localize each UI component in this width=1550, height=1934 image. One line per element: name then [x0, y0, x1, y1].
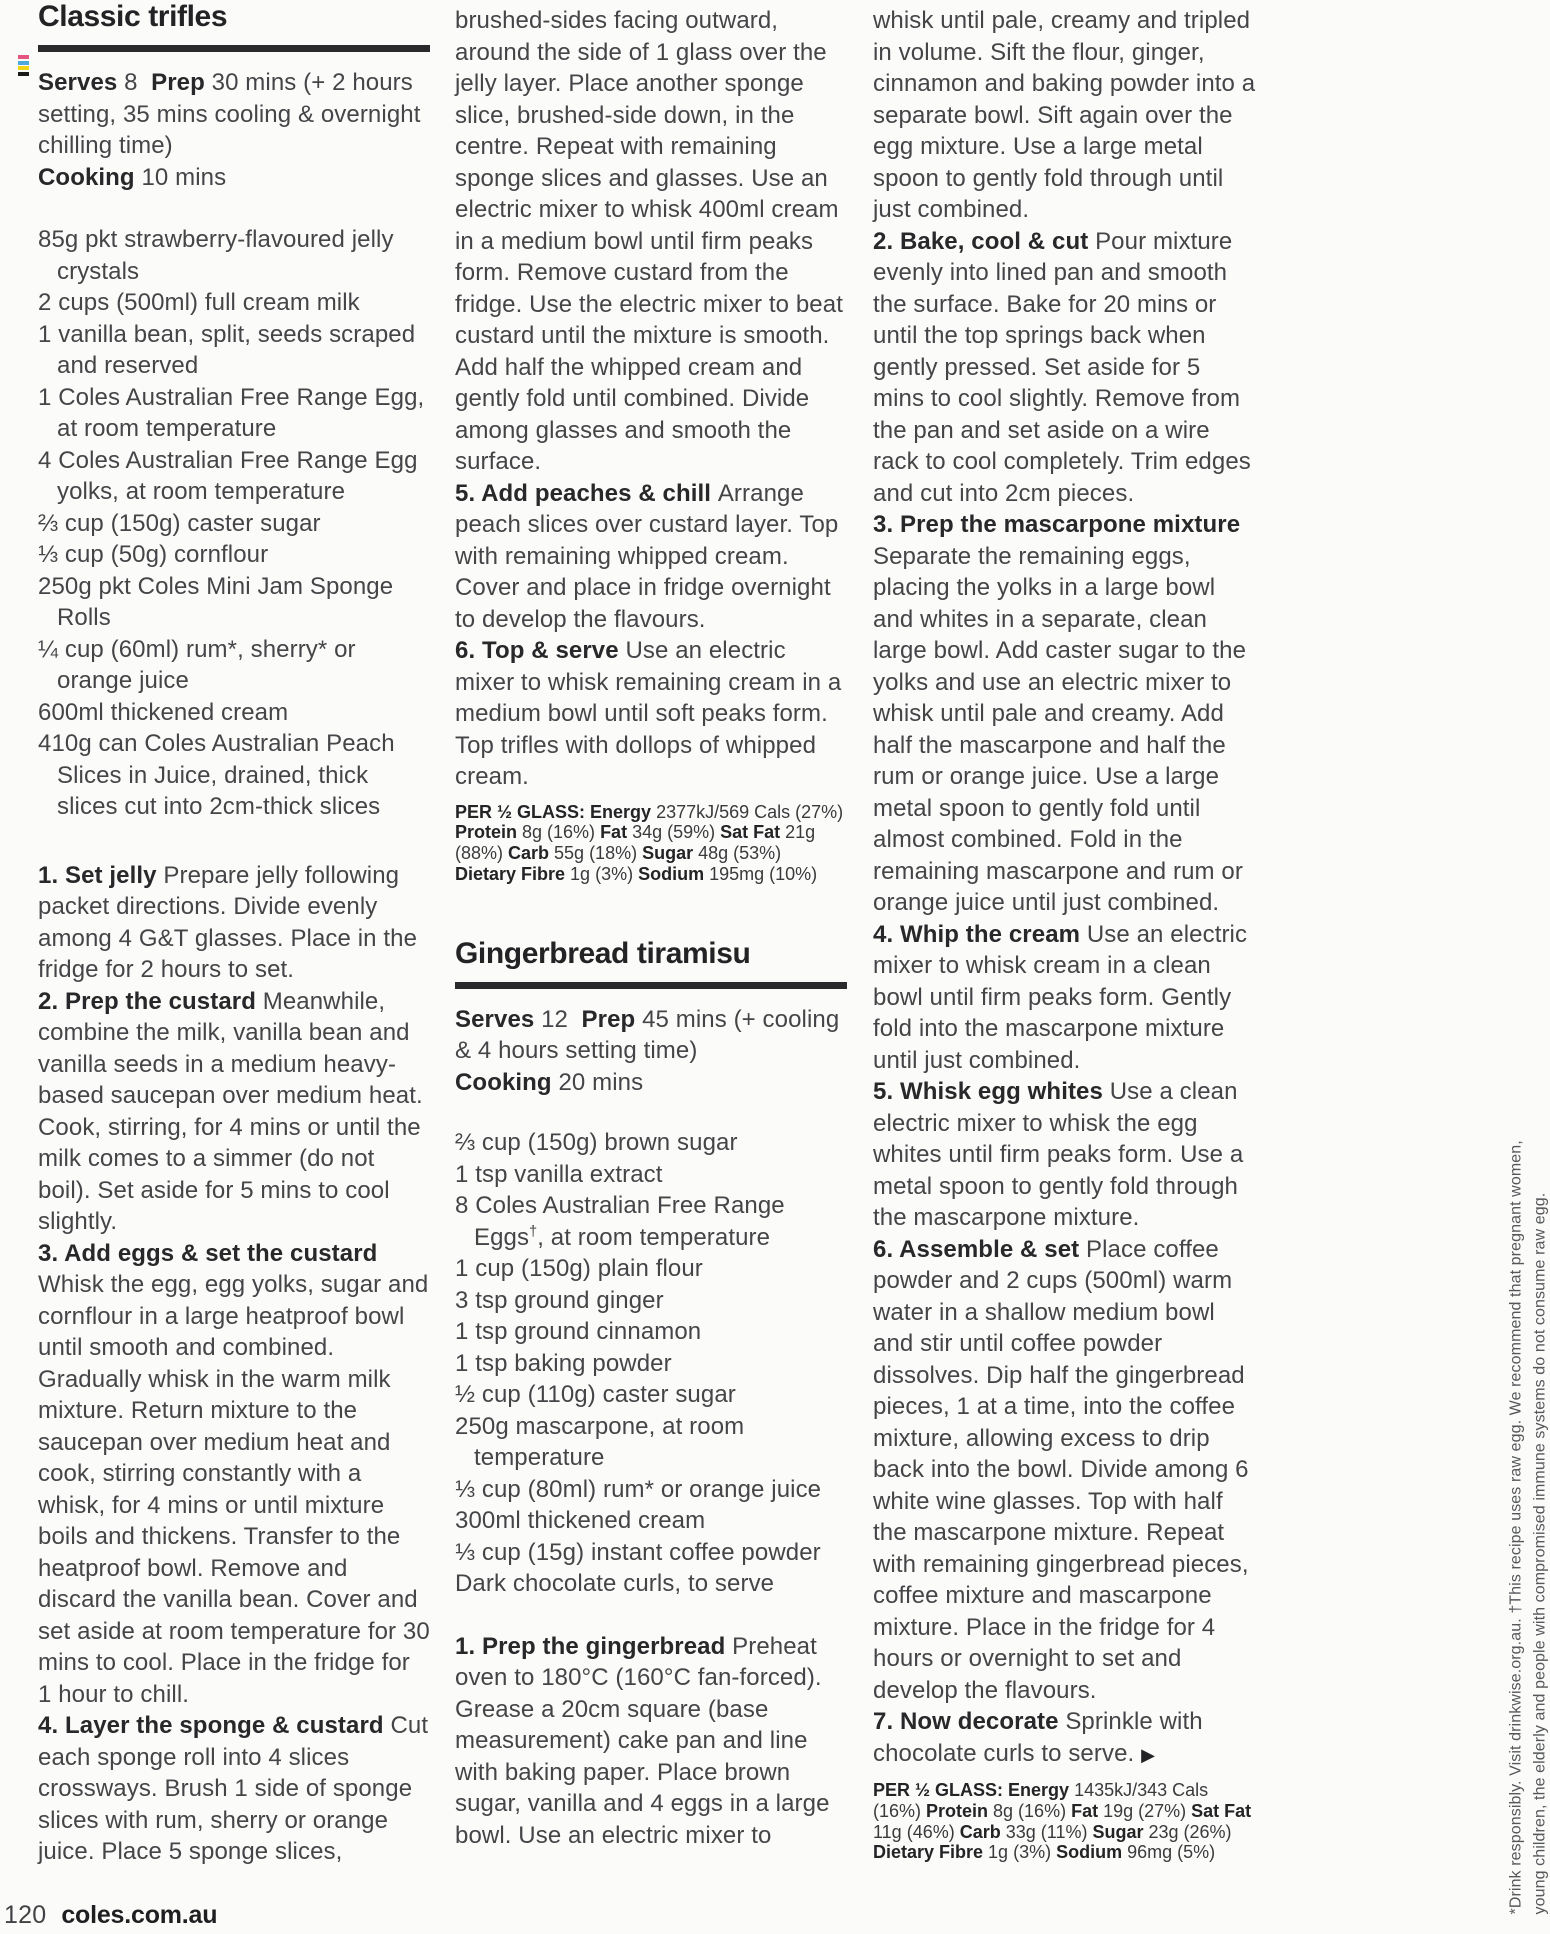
text-segment: Sprinkle with chocolate curls to serve.	[873, 1708, 1203, 1767]
ingredient-line	[38, 287, 430, 319]
method-step	[455, 1631, 847, 1852]
nutrition-info	[455, 802, 847, 885]
text-segment: 2377kJ/569 Cals (27%)	[651, 801, 844, 822]
ingredient-line	[455, 1127, 847, 1159]
method-step	[873, 919, 1258, 1077]
ingredient-line	[455, 1537, 847, 1569]
text-segment: 8g (16%)	[988, 1800, 1072, 1821]
text-segment: 1 cup (150g) plain flour	[455, 1255, 703, 1283]
text-segment: Serves	[38, 69, 118, 96]
text-segment: 1g (3%)	[565, 863, 639, 884]
text-segment: 5. Add peaches & chill	[455, 479, 718, 507]
recipe-title	[38, 0, 430, 34]
ingredient-line	[455, 1285, 847, 1317]
text-segment: Dietary Fibre	[873, 1842, 984, 1863]
ingredient-line	[38, 319, 430, 382]
recipe-meta	[38, 67, 430, 193]
title-rule	[455, 982, 847, 989]
text-segment: Sodium	[638, 863, 705, 884]
ingredient-line	[455, 1568, 847, 1600]
text-segment: Preheat oven to 180°C (160°C fan-forced). Grease a 20cm square (base measurement) cake pan and line with baking paper. Place brown sugar, vanilla and 4 eggs in a large bowl. Use an electric mixer to	[455, 1632, 830, 1849]
text-segment: 1 tsp vanilla extract	[455, 1160, 663, 1188]
footer	[4, 1900, 217, 1930]
text-segment: PER ½ GLASS: Energy	[455, 801, 652, 822]
disclaimer-line-1: *Drink responsibly. Visit drinkwise.org.au. †This recipe uses raw egg. We recommend that pregnant women,	[1507, 1140, 1525, 1915]
text-segment: 12	[534, 1005, 582, 1033]
nutrition-info	[873, 1780, 1258, 1863]
disclaimer-line-2: young children, the elderly and people with compromised immune systems do not consume raw egg.	[1531, 1192, 1549, 1915]
text-segment: 34g (59%)	[627, 822, 721, 843]
text-segment: 1g (3%)	[983, 1842, 1057, 1863]
text-segment: Place coffee powder and 2 cups (500ml) warm water in a shallow medium bowl and stir until coffee powder dissolves. Dip half the gingerbread pieces, 1 at a time, into the coffee mixture, allowing excess to drip back into the bowl. Divide among 6 white wine glasses. Top with half the mascarpone mixture. Repeat with remaining gingerbread pieces, coffee mixture and mascarpone mixture. Place in the fridge for 4 hours or overnight to set and develop the flavours.	[873, 1235, 1249, 1704]
text-segment: 4 Coles Australian Free Range Egg yolks, at room temperature	[38, 446, 418, 505]
text-segment: 2 cups (500ml) full cream milk	[38, 289, 360, 316]
ingredient-line	[38, 697, 430, 729]
method-step	[38, 1238, 430, 1711]
ingredient-line	[455, 1348, 847, 1380]
text-segment: 21g (88%)	[455, 822, 816, 864]
text-segment: Meanwhile, combine the milk, vanilla bean and vanilla seeds in a medium heavy-based saucepan over medium heat. Cook, stirring, for 4 mins or until the milk comes to a simmer (do not boil). Set aside for 5 mins to cool slightly.	[38, 987, 423, 1235]
method-step	[455, 635, 847, 793]
page-number: 120	[4, 1901, 47, 1929]
text-segment: Prep	[581, 1005, 636, 1033]
text-segment: ⅔ cup (150g) caster sugar	[38, 509, 321, 537]
text-segment: Gingerbread tiramisu	[455, 936, 751, 970]
ingredient-line	[455, 1379, 847, 1411]
spacer	[455, 1600, 847, 1631]
ingredient-line	[38, 382, 430, 445]
ingredient-line	[38, 634, 430, 697]
text-segment: 96mg (5%)	[1122, 1842, 1216, 1863]
method-step	[873, 5, 1258, 226]
method-step	[873, 509, 1258, 919]
text-segment: 23g (26%)	[1143, 1821, 1232, 1842]
text-segment: Carb	[508, 843, 550, 864]
text-segment: 300ml thickened cream	[455, 1507, 706, 1535]
text-segment: Fat	[1071, 1800, 1099, 1821]
text-segment: 8	[117, 69, 152, 96]
spacer	[38, 823, 430, 860]
text-segment: 195mg (10%)	[704, 863, 818, 884]
text-segment: 5. Whisk egg whites	[873, 1078, 1110, 1105]
text-segment: 600ml thickened cream	[38, 698, 289, 726]
ingredient-line	[38, 445, 430, 508]
text-segment: 8g (16%)	[517, 822, 601, 843]
spacer	[38, 193, 430, 224]
recipe-meta	[455, 1004, 847, 1099]
text-segment: 8 Coles Australian Free Range Eggs	[455, 1192, 785, 1251]
text-segment: Whisk the egg, egg yolks, sugar and cornflour in a large heatproof bowl until smooth and combined. Gradually whisk in the warm milk mixture. Return mixture to the saucepan over medium heat and cook, stirring constantly with a whisk, for 4 mins or until mixture boils and thickens. Transfer to the heatproof bowl. Remove and discard the vanilla bean. Cover and set aside at room temperature for 30 mins to cool. Place in the fridge for 1 hour to chill.	[38, 1271, 430, 1708]
text-segment: ⅓ cup (15g) instant coffee powder	[455, 1538, 821, 1566]
spacer	[455, 885, 847, 937]
text-segment: 1435kJ/343 Cals (16%)	[873, 1780, 1209, 1821]
text-segment: Use an electric mixer to whisk remaining cream in a medium bowl until soft peaks form. Top trifles with dollops of whipped cream.	[455, 637, 842, 790]
text-segment: 1. Prep the gingerbread	[455, 1632, 733, 1660]
text-segment: 20 mins	[551, 1068, 644, 1096]
text-segment: 30 mins (+ 2 hours setting, 35 mins cooling & overnight chilling time)	[38, 69, 421, 159]
method-step	[873, 1234, 1258, 1707]
recipe-title	[455, 937, 847, 971]
site-link: coles.com.au	[61, 1901, 218, 1929]
ingredient-line	[38, 571, 430, 634]
text-segment: Dark chocolate curls, to serve	[455, 1570, 775, 1598]
text-segment: Prep	[151, 69, 205, 96]
text-segment: 1 tsp ground cinnamon	[455, 1318, 702, 1346]
text-segment: 2. Bake, cool & cut	[873, 227, 1096, 255]
text-segment: 1 tsp baking powder	[455, 1349, 672, 1377]
text-segment: Dietary Fibre	[455, 863, 566, 884]
text-segment: 250g pkt Coles Mini Jam Sponge Rolls	[38, 572, 394, 631]
registration-mark-icon	[18, 55, 29, 77]
method-step	[38, 860, 430, 986]
text-segment: Protein	[926, 1800, 989, 1821]
text-segment: †	[529, 1223, 538, 1240]
text-segment: Arrange peach slices over custard layer. Top with remaining whipped cream. Cover and place in fridge overnight to develop the flavours.	[455, 479, 839, 633]
text-segment: Sat Fat	[1191, 1800, 1252, 1821]
text-segment: 3 tsp ground ginger	[455, 1286, 664, 1314]
method-step	[38, 1710, 430, 1868]
method-step	[873, 226, 1258, 510]
text-segment: Cut each sponge roll into 4 slices crossways. Brush 1 side of sponge slices with rum, sherry or orange juice. Place 5 sponge slices,	[38, 1712, 429, 1865]
ingredient-line	[455, 1159, 847, 1191]
ingredient-line	[455, 1253, 847, 1285]
ingredient-line	[38, 728, 430, 823]
column-2	[455, 5, 847, 1851]
text-segment: ⅔ cup (150g) brown sugar	[455, 1129, 738, 1157]
text-segment: 1 Coles Australian Free Range Egg, at room temperature	[38, 383, 425, 442]
title-rule	[38, 45, 430, 52]
text-segment: Prepare jelly following packet directions. Divide evenly among 4 G&T glasses. Place in the fridge for 2 hours to set.	[38, 861, 418, 983]
ingredient-line	[38, 508, 430, 540]
text-segment: Sodium	[1056, 1842, 1123, 1863]
text-segment: 85g pkt strawberry-flavoured jelly crystals	[38, 226, 394, 285]
text-segment: 11g (46%)	[873, 1821, 960, 1842]
text-segment: 250g mascarpone, at room temperature	[455, 1412, 745, 1472]
column-1	[38, 0, 430, 1868]
text-segment: 4. Whip the cream	[873, 920, 1087, 948]
spacer	[455, 1098, 847, 1127]
method-step	[873, 1706, 1258, 1771]
text-segment: ⅓ cup (50g) cornflour	[38, 541, 269, 568]
text-segment: 1. Set jelly	[38, 861, 164, 889]
sidebar-disclaimer	[1505, 1100, 1550, 1915]
text-segment: 3. Add eggs & set the custard	[38, 1239, 378, 1267]
text-segment: 3. Prep the mascarpone mixture	[873, 511, 1241, 538]
text-segment: ⅓ cup (80ml) rum* or orange juice	[455, 1475, 822, 1503]
text-segment: Sat Fat	[720, 822, 781, 843]
text-segment: Sugar	[1092, 1821, 1144, 1842]
ingredient-line	[455, 1505, 847, 1537]
text-segment: ¼ cup (60ml) rum*, sherry* or orange juice	[38, 635, 356, 694]
text-segment: Use a clean electric mixer to whisk the egg whites until firm peaks form. Use a metal spoon to gently fold through the mascarpone mixture.	[873, 1078, 1244, 1231]
text-segment: whisk until pale, creamy and tripled in volume. Sift the flour, ginger, cinnamon and baking powder into a separate bowl. Sift again over the egg mixture. Use a large metal spoon to gently fold through until just combined.	[873, 7, 1256, 223]
more-arrow-icon: ▶	[1141, 1744, 1155, 1765]
registration-stripe	[18, 72, 29, 76]
text-segment: Classic trifles	[38, 0, 228, 33]
text-segment: Protein	[455, 822, 518, 843]
text-segment: 19g (27%)	[1098, 1800, 1192, 1821]
text-segment: 4. Layer the sponge & custard	[38, 1712, 391, 1739]
text-segment: 410g can Coles Australian Peach Slices in Juice, drained, thick slices cut into 2cm-thick slices	[38, 730, 395, 820]
text-segment: 2. Prep the custard	[38, 987, 263, 1015]
ingredient-line	[455, 1411, 847, 1474]
text-segment: Sugar	[642, 843, 694, 864]
ingredient-line	[38, 539, 430, 571]
method-step	[455, 5, 847, 478]
ingredient-line	[455, 1474, 847, 1506]
method-step	[873, 1076, 1258, 1234]
ingredient-line	[455, 1316, 847, 1348]
text-segment: PER ½ GLASS: Energy	[873, 1780, 1070, 1800]
text-segment: 48g (53%)	[693, 843, 782, 864]
ingredient-line	[455, 1190, 847, 1253]
text-segment: 7. Now decorate	[873, 1708, 1066, 1735]
text-segment: Cooking	[38, 163, 135, 191]
text-segment: , at room temperature	[537, 1223, 771, 1251]
text-segment: ½ cup (110g) caster sugar	[455, 1381, 736, 1409]
text-segment: Cooking	[455, 1068, 552, 1096]
text-segment: Fat	[600, 822, 628, 843]
text-segment: 45 mins (+ cooling & 4 hours setting time)	[455, 1005, 840, 1065]
registration-stripe	[18, 66, 29, 70]
text-segment: Carb	[959, 1821, 1001, 1842]
text-segment: 55g (18%)	[549, 843, 643, 864]
text-segment: Use an electric mixer to whisk cream in a clean bowl until firm peaks form. Gently fold into the mascarpone mixture until just combined.	[873, 920, 1248, 1074]
text-segment: Separate the remaining eggs, placing the yolks in a large bowl and whites in a separate, clean large bowl. Add caster sugar to the yolks and use an electric mixer to whisk until pale and creamy. Add half the mascarpone and half the rum or orange juice. Use a large metal spoon to gently fold until almost combined. Fold in the remaining mascarpone and rum or orange juice until just combined.	[873, 542, 1247, 916]
text-segment: 1 vanilla bean, split, seeds scraped and reserved	[38, 320, 416, 379]
text-segment: 6. Top & serve	[455, 637, 626, 664]
text-segment: Serves	[455, 1005, 535, 1033]
text-segment: Pour mixture evenly into lined pan and smooth the surface. Bake for 20 mins or until the top springs back when gently pressed. Set aside for 5 mins to cool slightly. Remove from the pan and set aside on a wire rack to cool completely. Trim edges and cut into 2cm pieces.	[873, 227, 1251, 507]
text-segment: 33g (11%)	[1000, 1821, 1093, 1842]
registration-stripe	[18, 61, 29, 65]
method-step	[455, 478, 847, 636]
text-segment: 10 mins	[134, 163, 227, 191]
method-step	[38, 986, 430, 1238]
text-segment: 6. Assemble & set	[873, 1235, 1087, 1263]
column-3	[873, 5, 1258, 1863]
ingredient-line	[38, 224, 430, 287]
text-segment: brushed-sides facing outward, around the side of 1 glass over the jelly layer. Place another sponge slice, brushed-side down, in the centre. Repeat with remaining sponge slices and glasses. Use an electric mixer to whisk 400ml cream in a medium bowl until firm peaks form. Remove custard from the fridge. Use the electric mixer to beat custard until the mixture is smooth. Add half the whipped cream and gently fold until combined. Divide among glasses and smooth the surface.	[455, 7, 843, 475]
registration-stripe	[18, 55, 29, 59]
